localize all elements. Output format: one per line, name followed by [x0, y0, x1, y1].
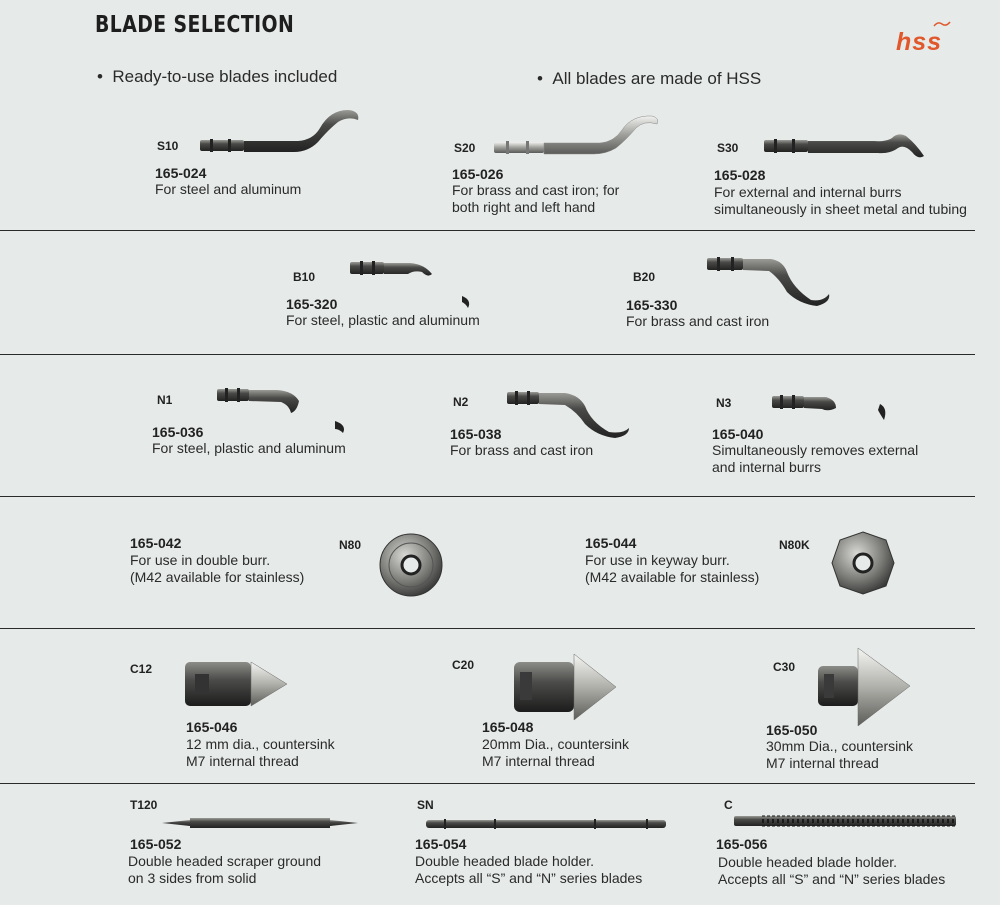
- blade-description: For brass and cast iron: [626, 313, 770, 329]
- blade-description: For brass and cast iron; for both right and left hand: [452, 182, 620, 215]
- blade-code: N2: [453, 395, 469, 409]
- part-number: 165-048: [482, 719, 534, 735]
- blade-code: C12: [130, 662, 153, 676]
- n80k-disc-image: [830, 530, 896, 596]
- bullet-dot-icon: •: [537, 69, 553, 88]
- part-number: 165-026: [452, 166, 504, 182]
- blade-description: For brass and cast iron: [450, 442, 594, 458]
- s20-blade-image: [492, 112, 662, 162]
- part-number: 165-040: [712, 426, 764, 442]
- blade-description: 30mm Dia., countersink M7 internal thread: [766, 738, 914, 771]
- blade-code: C30: [773, 660, 796, 674]
- part-number: 165-054: [415, 836, 467, 852]
- bullet-item: • Ready-to-use blades included: [97, 67, 338, 86]
- blade-code: C20: [452, 658, 475, 672]
- blade-code: C: [724, 798, 733, 812]
- blade-description: For external and internal burrs simultaneously in sheet metal and tubing: [714, 184, 967, 217]
- s30-blade-image: [762, 126, 927, 166]
- blade-description: Double headed blade holder. Accepts all “S” and “N” series blades: [718, 854, 946, 887]
- part-number: 165-050: [766, 722, 818, 738]
- blade-description: For steel, plastic and aluminum: [152, 440, 346, 456]
- blade-code: B10: [293, 270, 316, 284]
- blade-code: S20: [454, 141, 476, 155]
- sn-holder-image: [424, 816, 668, 832]
- blade-code: S10: [157, 139, 179, 153]
- part-number: 165-038: [450, 426, 502, 442]
- blade-code: B20: [633, 270, 656, 284]
- c12-countersink-image: [183, 656, 293, 712]
- c30-countersink-image: [816, 646, 916, 730]
- blade-description: 12 mm dia., countersink M7 internal thread: [186, 736, 335, 769]
- section-divider: [0, 354, 975, 355]
- s10-blade-image: [198, 106, 363, 161]
- blade-description: For use in keyway burr. (M42 available for stainless): [585, 552, 760, 585]
- b20-blade-image: [705, 254, 835, 308]
- n3-blade-image: [770, 392, 895, 426]
- blade-code: S30: [717, 141, 739, 155]
- n2-blade-image: [505, 388, 635, 440]
- part-number: 165-044: [585, 535, 637, 551]
- blade-code: N3: [716, 396, 732, 410]
- b10-blade-image: [348, 258, 478, 310]
- section-divider: [0, 230, 975, 231]
- section-divider: [0, 496, 975, 497]
- part-number: 165-042: [130, 535, 182, 551]
- blade-code: N80K: [779, 538, 810, 552]
- bullet-item: • All blades are made of HSS: [537, 69, 762, 88]
- n80-disc-image: [378, 532, 444, 598]
- blade-code: T120: [130, 798, 158, 812]
- section-divider: [0, 783, 975, 784]
- blade-description: For steel and aluminum: [155, 181, 302, 197]
- part-number: 165-052: [130, 836, 182, 852]
- blade-description: Double headed blade holder. Accepts all “S” and “N” series blades: [415, 853, 643, 886]
- blade-code: N80: [339, 538, 362, 552]
- logo-swoosh-icon: [934, 22, 950, 26]
- c20-countersink-image: [512, 652, 620, 722]
- part-number: 165-024: [155, 165, 207, 181]
- blade-code: SN: [417, 798, 434, 812]
- blade-code: N1: [157, 393, 173, 407]
- section-divider: [0, 628, 975, 629]
- part-number: 165-330: [626, 297, 678, 313]
- blade-description: 20mm Dia., countersink M7 internal thread: [482, 736, 630, 769]
- blade-description: For use in double burr. (M42 available for stainless): [130, 552, 305, 585]
- hss-logo-text: hss: [896, 28, 943, 56]
- n1-blade-image: [215, 385, 350, 435]
- blade-description: Simultaneously removes external and internal burrs: [712, 442, 919, 475]
- blade-description: Double headed scraper ground on 3 sides from solid: [128, 853, 322, 886]
- part-number: 165-046: [186, 719, 238, 735]
- page-title: BLADE SELECTION: [95, 12, 295, 38]
- c-holder-image: [732, 813, 958, 829]
- blade-description: For steel, plastic and aluminum: [286, 312, 480, 328]
- t120-scraper-image: [160, 813, 360, 833]
- part-number: 165-036: [152, 424, 204, 440]
- part-number: 165-056: [716, 836, 768, 852]
- bullet-dot-icon: •: [97, 67, 113, 86]
- part-number: 165-320: [286, 296, 338, 312]
- part-number: 165-028: [714, 167, 766, 183]
